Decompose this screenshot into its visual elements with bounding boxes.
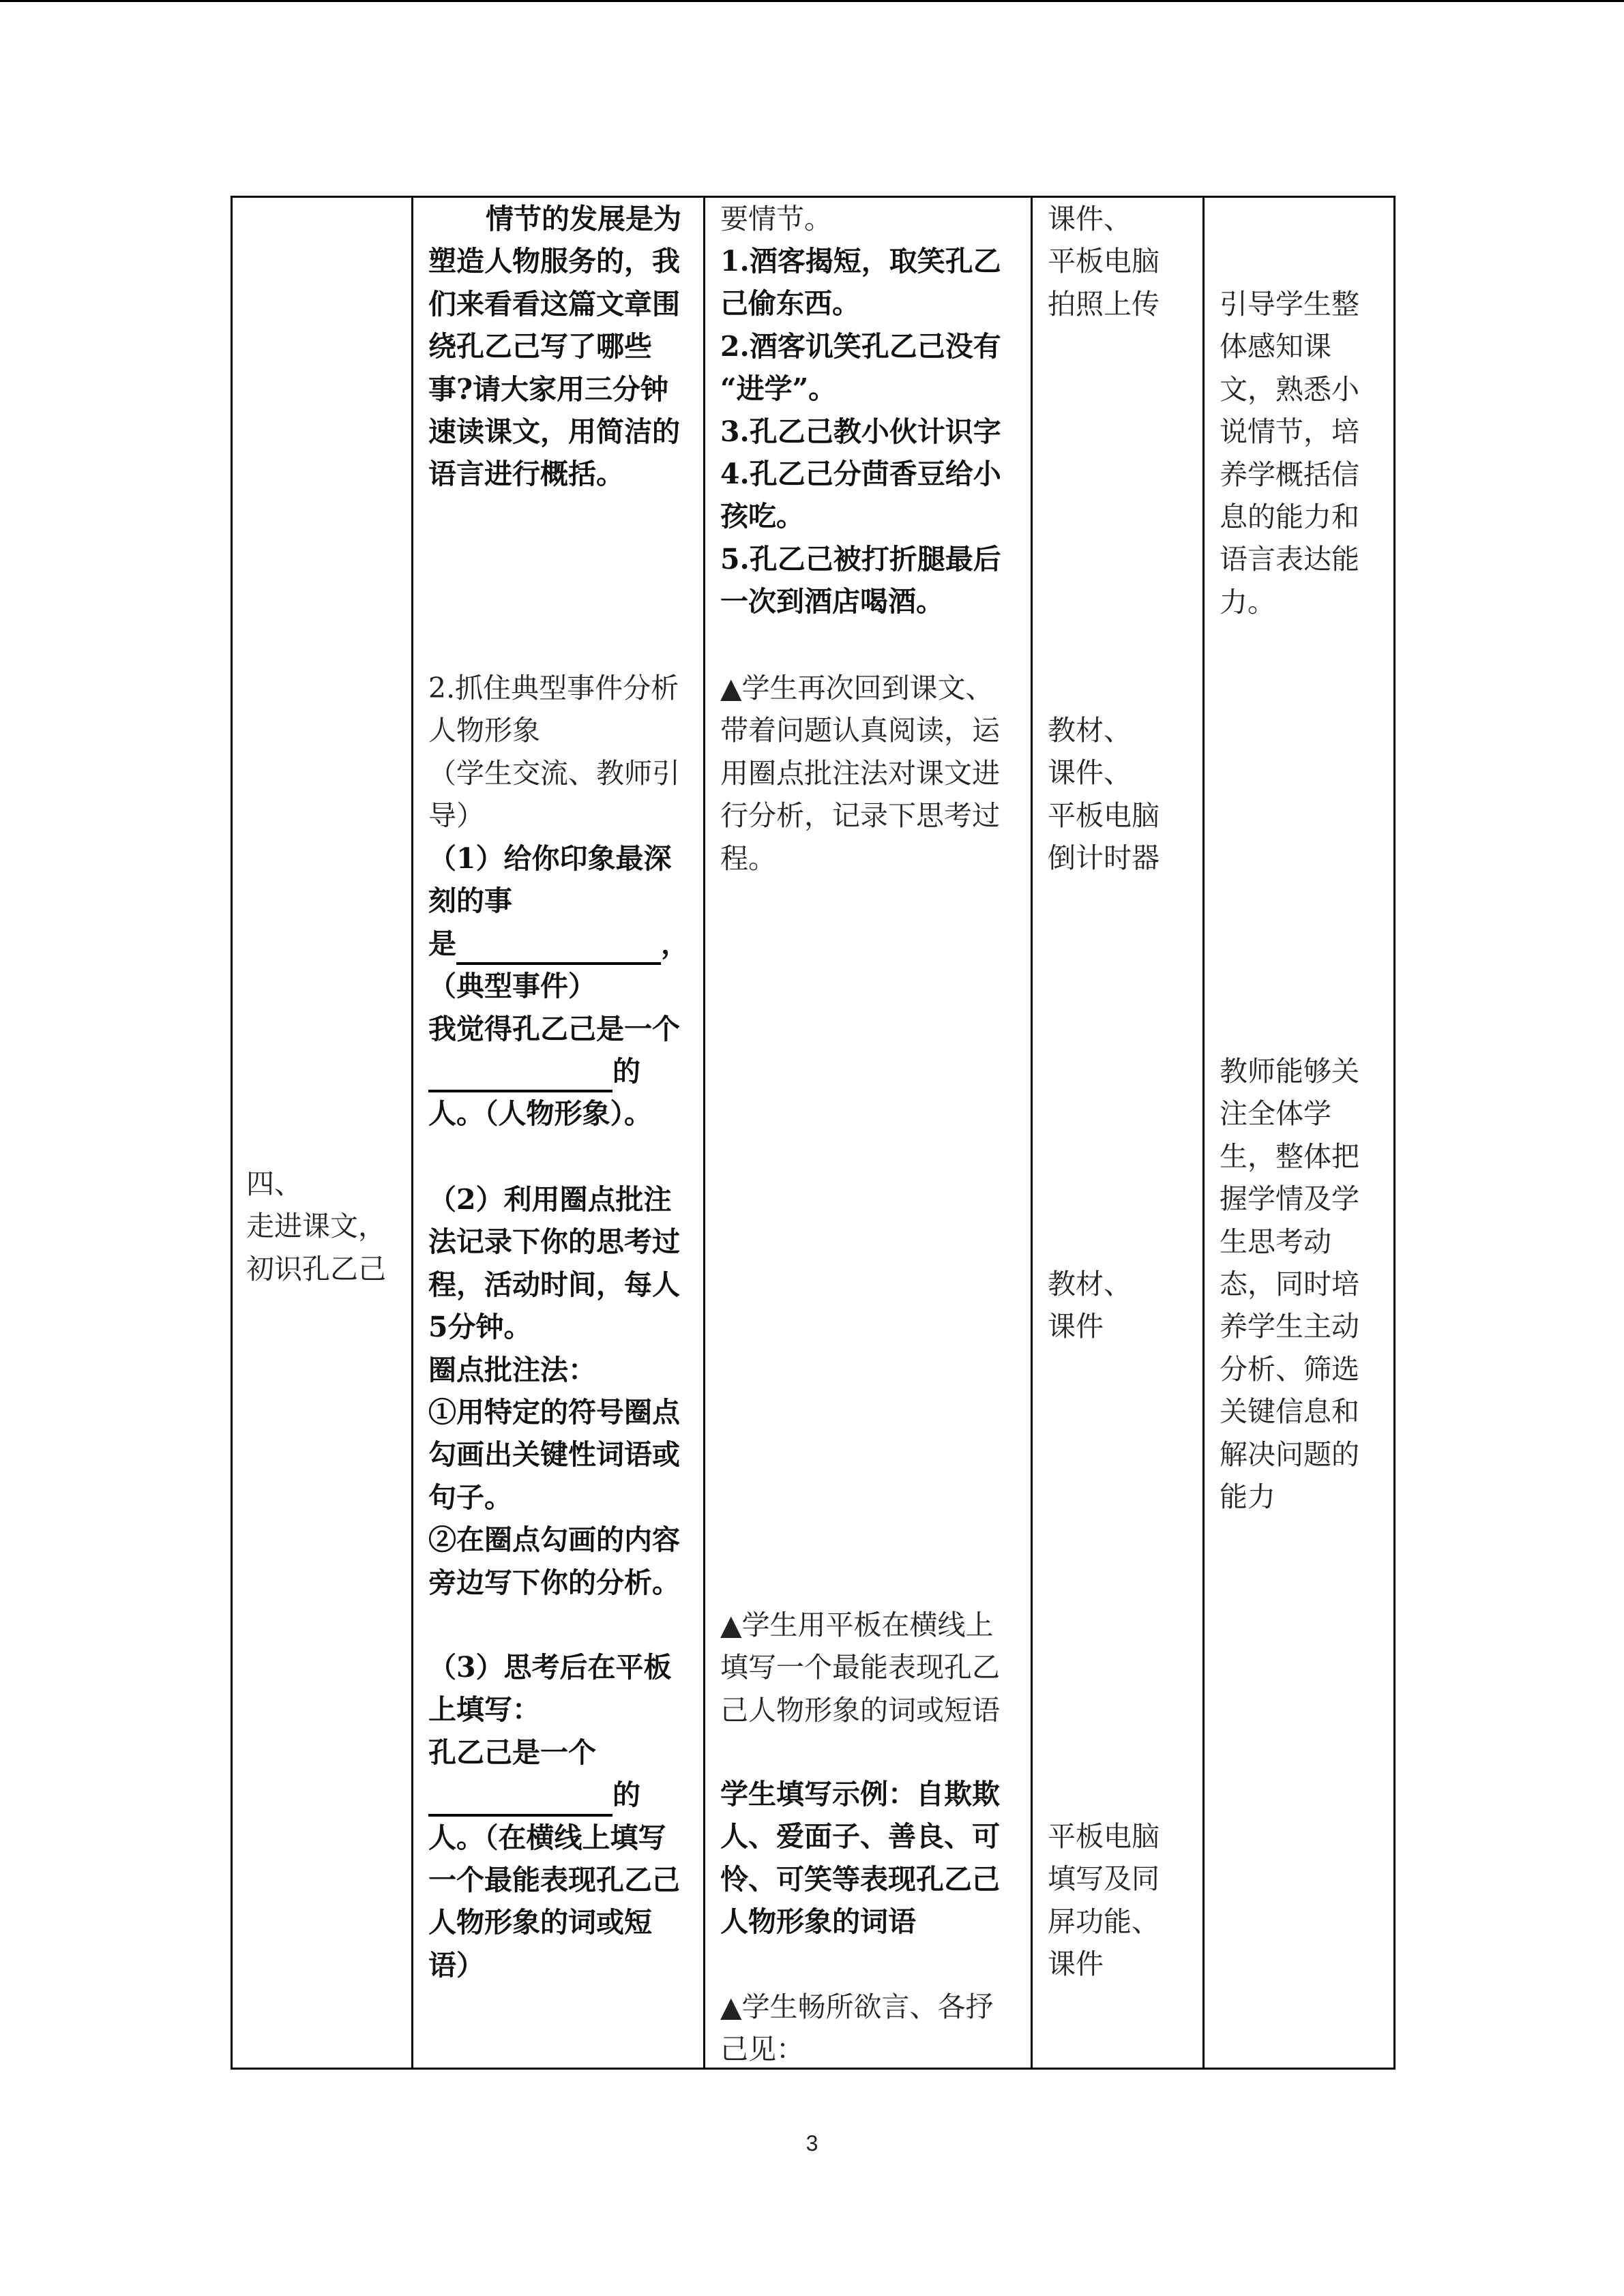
- media-2: 教材、 课件、 平板电脑 倒计时器: [1048, 714, 1160, 875]
- plot-list: 1.酒客揭短，取笑孔乙 己偷东西。 2.酒客讥笑孔乙己没有 “进学”。 3.孔乙己教小伙计识字 4.孔乙己分茴香豆给小 孩吃。 5.孔乙己被打折腿最后 一次到酒店喝酒。: [720, 245, 1001, 618]
- answer-blank-tablet: [428, 1781, 612, 1817]
- top-border-line: [0, 0, 1624, 2]
- question-3: （3）思考后在平板 上填写： 孔乙己是一个 的 人。（在横线上填写 一个最能表现孔乙己 人物形象的词或短 语）: [428, 1651, 680, 1982]
- media-3: 教材、 课件: [1048, 1268, 1132, 1343]
- task2-heading: 2.抓住典型事件分析 人物形象 （学生交流、教师引 导）: [428, 672, 680, 833]
- fill-activity: ▲学生用平板在横线上 填写一个最能表现孔乙 己人物形象的词或短语: [720, 1609, 1000, 1727]
- media-4: 平板电脑 填写及同 屏功能、 课件: [1048, 1820, 1160, 1981]
- question-2: （2）利用圈点批注 法记录下你的思考过 程，活动时间，每人 5分钟。 圈点批注法： ①用特定的符号圈点 勾画出关键性词语或 句子。 ②在圈点勾画的内容 旁边写下你的分析。: [428, 1183, 680, 1599]
- answer-blank-image: [428, 1057, 612, 1092]
- intent-2: 教师能够关 注全体学 生，整体把 握学情及学 生思考动 态，同时培 养学生主动 分析、筛选 关键信息和 解决问题的 能力: [1220, 1055, 1359, 1514]
- intent-1: 引导学生整 体感知课 文，熟悉小 说情节，培 养学概括信 息的能力和 语言表达能 力。: [1220, 288, 1359, 618]
- fill-examples: 学生填写示例：自欺欺 人、爱面子、善良、可 怜、可笑等表现孔乙己 人物形象的词语: [720, 1778, 1000, 1939]
- page-number: 3: [806, 2131, 818, 2156]
- design-intent-cell: [1204, 197, 1395, 2069]
- plot-intro: 要情节。: [720, 203, 832, 235]
- media-cell: [1032, 197, 1204, 2069]
- reading-activity: ▲学生再次回到课文、 带着问题认真阅读，运 用圈点批注法对课文进 行分析，记录下思考过 程。: [720, 672, 1000, 875]
- share-activity: ▲学生畅所欲言、各抒 己见：: [720, 1991, 994, 2066]
- stage-cell: [232, 197, 413, 2069]
- answer-blank-event: [456, 929, 661, 965]
- stage-title: 四、 走进课文， 初识孔乙己: [246, 1167, 386, 1285]
- student-activity-cell: [705, 197, 1032, 2069]
- media-1: 课件、 平板电脑 拍照上传: [1048, 203, 1160, 320]
- teacher-intro: 情节的发展是为 塑造人物服务的，我 们来看看这篇文章围 绕孔乙己写了哪些 事?请大家用三分钟 速读课文，用简洁的 语言进行概括。: [428, 203, 681, 491]
- table-row: [232, 197, 1395, 2069]
- lesson-plan-table: [231, 196, 1396, 2070]
- question-1: （1）给你印象最深 刻的事 是 ， （典型事件） 我觉得孔乙己是一个 的 人。（人物形象）。: [428, 842, 689, 1131]
- teacher-activity-cell: [413, 197, 705, 2069]
